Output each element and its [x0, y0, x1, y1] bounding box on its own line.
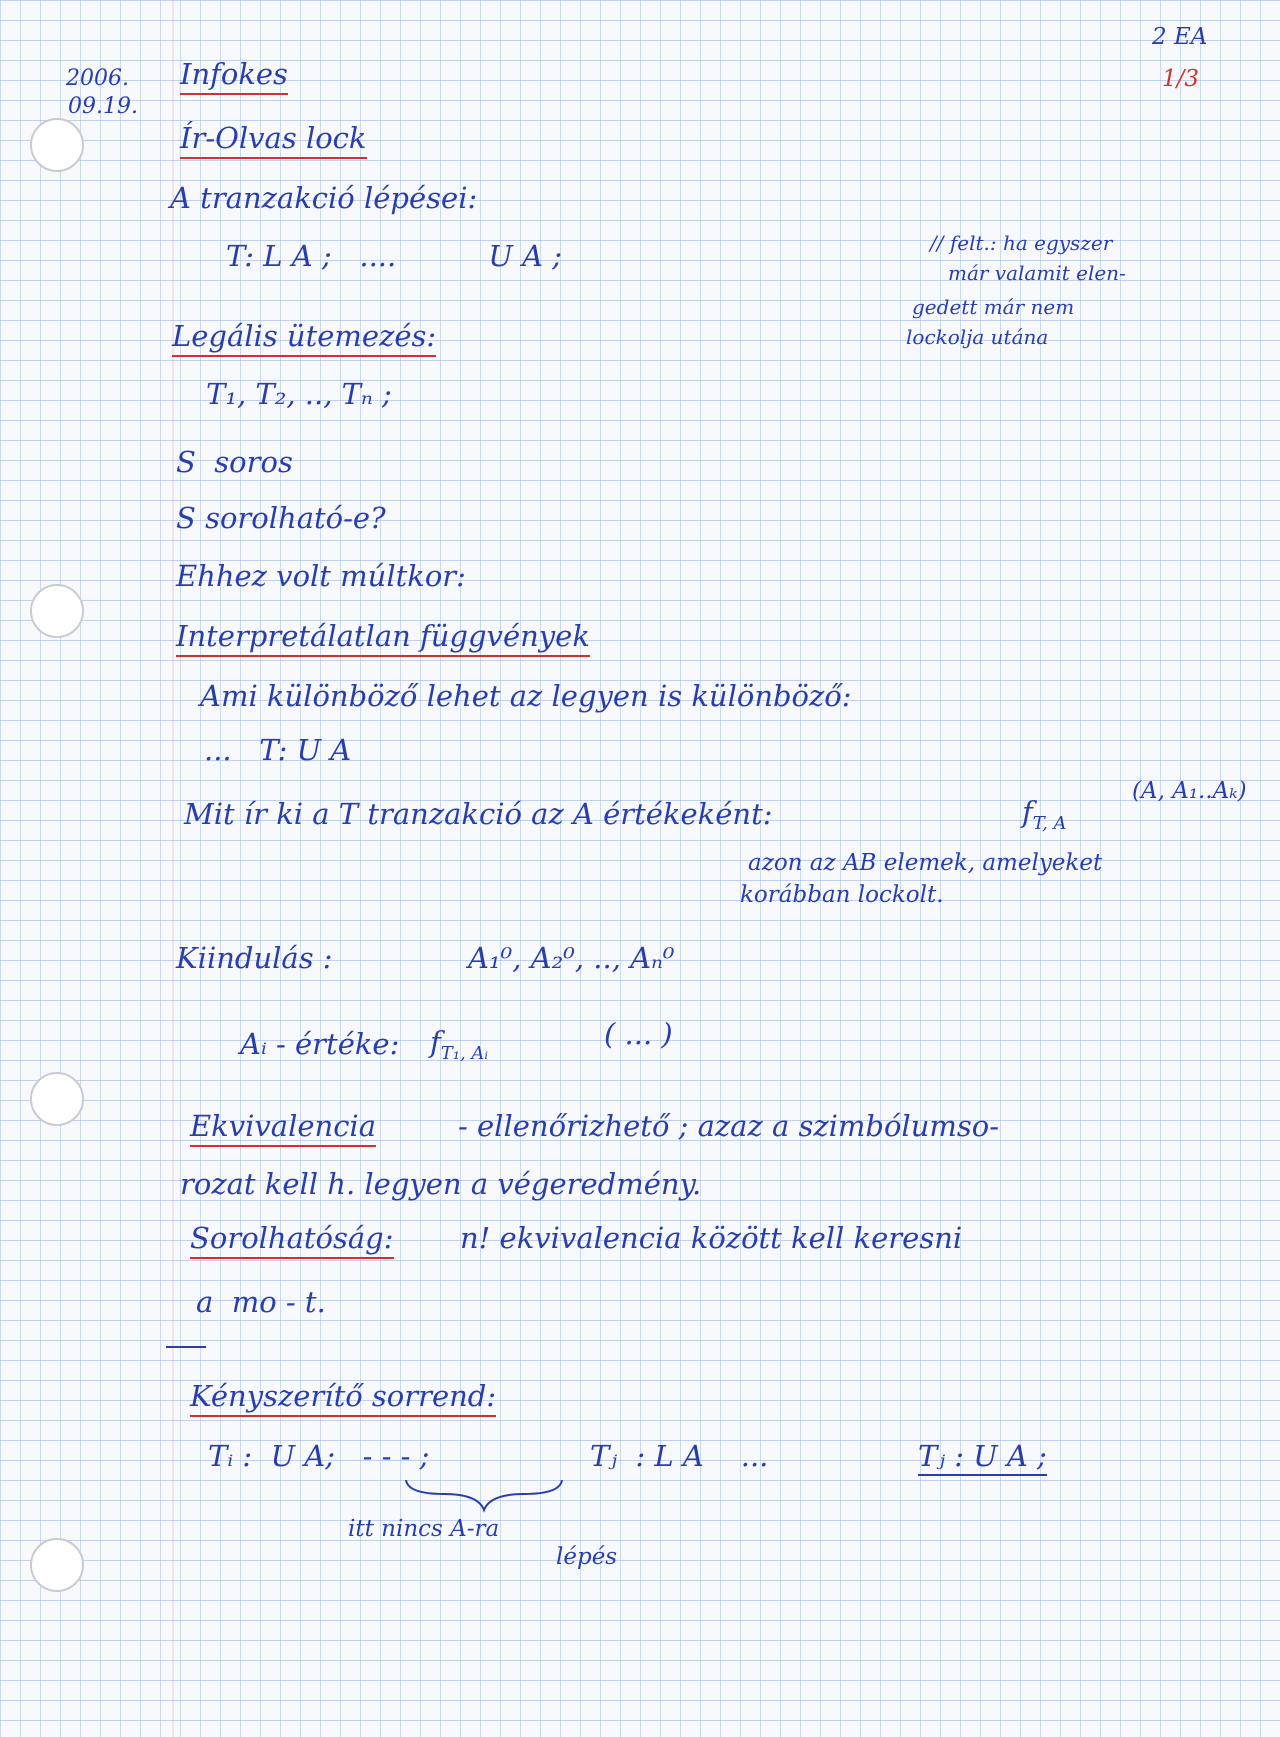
line-ti-ua: Tᵢ : U A; - - - ;	[208, 1439, 430, 1473]
punch-hole-lower-mid	[30, 1072, 84, 1126]
function-args: (A, A₁..Aₖ)	[1132, 778, 1247, 804]
line-sorolhatosag-rest: n! ekvivalencia között kell keresni	[460, 1221, 963, 1255]
line-ami-kulonbozo: Ami különböző lehet az legyen is különböző:	[200, 679, 852, 713]
function-args-2: ( ... )	[604, 1017, 673, 1051]
line-lepes: lépés	[556, 1544, 618, 1570]
line-ai-ertek: Aᵢ - értéke:	[240, 1027, 400, 1061]
function-name: f	[1022, 795, 1033, 829]
function-subscript: T, A	[1032, 812, 1067, 834]
line-ehhez-volt: Ehhez volt múltkor:	[176, 559, 466, 593]
function-f-ta	[1022, 796, 1067, 834]
line-rozat: rozat kell h. legyen a végeredmény.	[180, 1167, 702, 1201]
separator-dash	[166, 1346, 206, 1348]
page-mark: 2 EA	[1152, 24, 1208, 50]
line-tj-ua: Tⱼ : U A ;	[918, 1440, 1047, 1476]
date-day: 09.19.	[68, 94, 138, 119]
line-tj-la: Tⱼ : L A ...	[590, 1439, 769, 1473]
heading-interpretalatlan: Interpretálatlan függvények	[176, 620, 590, 657]
line-azon-az: azon az AB elemek, amelyeket	[748, 850, 1103, 876]
page-margin-line	[172, 0, 174, 1737]
function-name-2: f	[430, 1025, 441, 1059]
line-mit-ir-ki: Mit ír ki a T tranzakció az A értékeként:	[184, 797, 773, 831]
line-korabban: korábban lockolt.	[740, 882, 944, 908]
side-note-line-2: már valamit elen-	[948, 261, 1126, 285]
punch-hole-upper-mid	[30, 584, 84, 638]
function-f-t1-ai	[430, 1026, 488, 1064]
heading-sorolhatosag: Sorolhatóság:	[190, 1222, 394, 1259]
line-itt-nincs: itt nincs A-ra	[348, 1516, 500, 1542]
line-t-la: T: L A ; .... U A ;	[226, 239, 563, 273]
line-s-soros: S soros	[176, 445, 293, 479]
punch-hole-bottom	[30, 1538, 84, 1592]
heading-kenyszerito-sorrend: Kényszerítő sorrend:	[190, 1380, 496, 1417]
line-kiindulas: Kiindulás :	[176, 941, 333, 975]
line-s-sorolhato: S sorolható-e?	[176, 501, 386, 535]
line-a-mo: a mo - t.	[196, 1285, 326, 1319]
page-title: Infokes	[180, 58, 288, 95]
punch-hole-top	[30, 118, 84, 172]
page-number: 1/3	[1162, 66, 1200, 92]
line-t-list: T₁, T₂, .., Tₙ ;	[206, 377, 392, 411]
side-note-line-3: gedett már nem	[912, 295, 1075, 319]
curly-brace	[404, 1476, 564, 1516]
line-t-ua: ... T: U A	[204, 733, 352, 767]
function-subscript-2: T₁, Aᵢ	[440, 1042, 489, 1064]
side-note-line-1: // felt.: ha egyszer	[930, 231, 1113, 255]
line-tranzakcio-lepesei: A tranzakció lépései:	[170, 181, 478, 215]
side-note-line-4: lockolja utána	[906, 325, 1049, 349]
line-ekvivalencia-rest: - ellenőrizhető ; azaz a szimbólumso-	[458, 1109, 1000, 1143]
heading-ekvivalencia: Ekvivalencia	[190, 1110, 376, 1147]
page-subtitle: Ír-Olvas lock	[180, 122, 367, 159]
heading-legalis-utemezes: Legális ütemezés:	[172, 320, 436, 357]
line-a-values: A₁⁰, A₂⁰, .., Aₙ⁰	[468, 941, 675, 975]
date-year: 2006.	[66, 66, 129, 91]
